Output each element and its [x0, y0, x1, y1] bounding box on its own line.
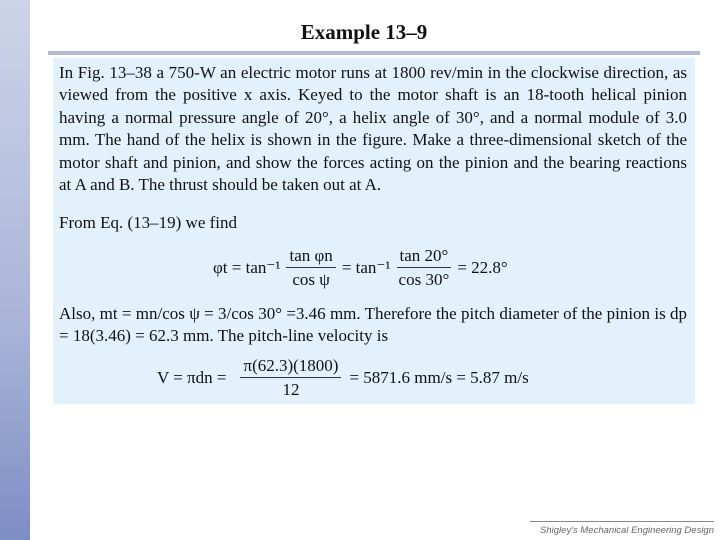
eq1-num1: tan φn: [286, 246, 335, 268]
content-box: [53, 58, 695, 404]
eq1-result: = 22.8°: [457, 258, 508, 277]
sidebar-decoration: [0, 0, 30, 540]
also-text: Also, mt = mn/cos ψ = 3/cos 30° =3.46 mm. Therefore the pitch diameter of the pinion is dp = 18(3.46) = 62.3 mm. The pitch-line velocity is: [59, 304, 687, 346]
equation-velocity: [157, 356, 529, 400]
footer-text: Shigley's Mechanical Engineering Design: [530, 521, 714, 536]
eq2-num: π(62.3)(1800): [240, 356, 341, 378]
eq2-lhs: V = πdn =: [157, 368, 227, 387]
problem-statement: In Fig. 13–38 a 750-W an electric motor runs at 1800 rev/min in the clockwise direction, as viewed from the positive x axis. Keyed to the motor shaft is an 18-tooth helical pinion having a normal pressure angle of 20°, a helix angle of 30°, and a normal module of 3.0 mm. The hand of the helix is shown in the figure. Make a three-dimensional sketch of the motor shaft and pinion, and show the forces acting on the pinion and the bearing reactions at A and B. The thrust should be taken out at A.: [59, 63, 687, 195]
eq1-den2: cos 30°: [398, 270, 450, 289]
intro-text: From Eq. (13–19) we find: [59, 213, 238, 232]
slide-title: Example 13–9: [300, 20, 428, 44]
eq1-num2: tan 20°: [397, 246, 452, 268]
title-rule: [48, 51, 700, 55]
eq1-mid: = tan⁻¹: [341, 258, 391, 277]
equation-phi-t: [213, 246, 508, 290]
eq1-den1: cos ψ: [292, 270, 330, 289]
eq2-den: 12: [282, 380, 300, 399]
eq1-lhs: φt = tan⁻¹: [213, 258, 281, 277]
eq2-result: = 5871.6 mm/s = 5.87 m/s: [349, 368, 529, 387]
